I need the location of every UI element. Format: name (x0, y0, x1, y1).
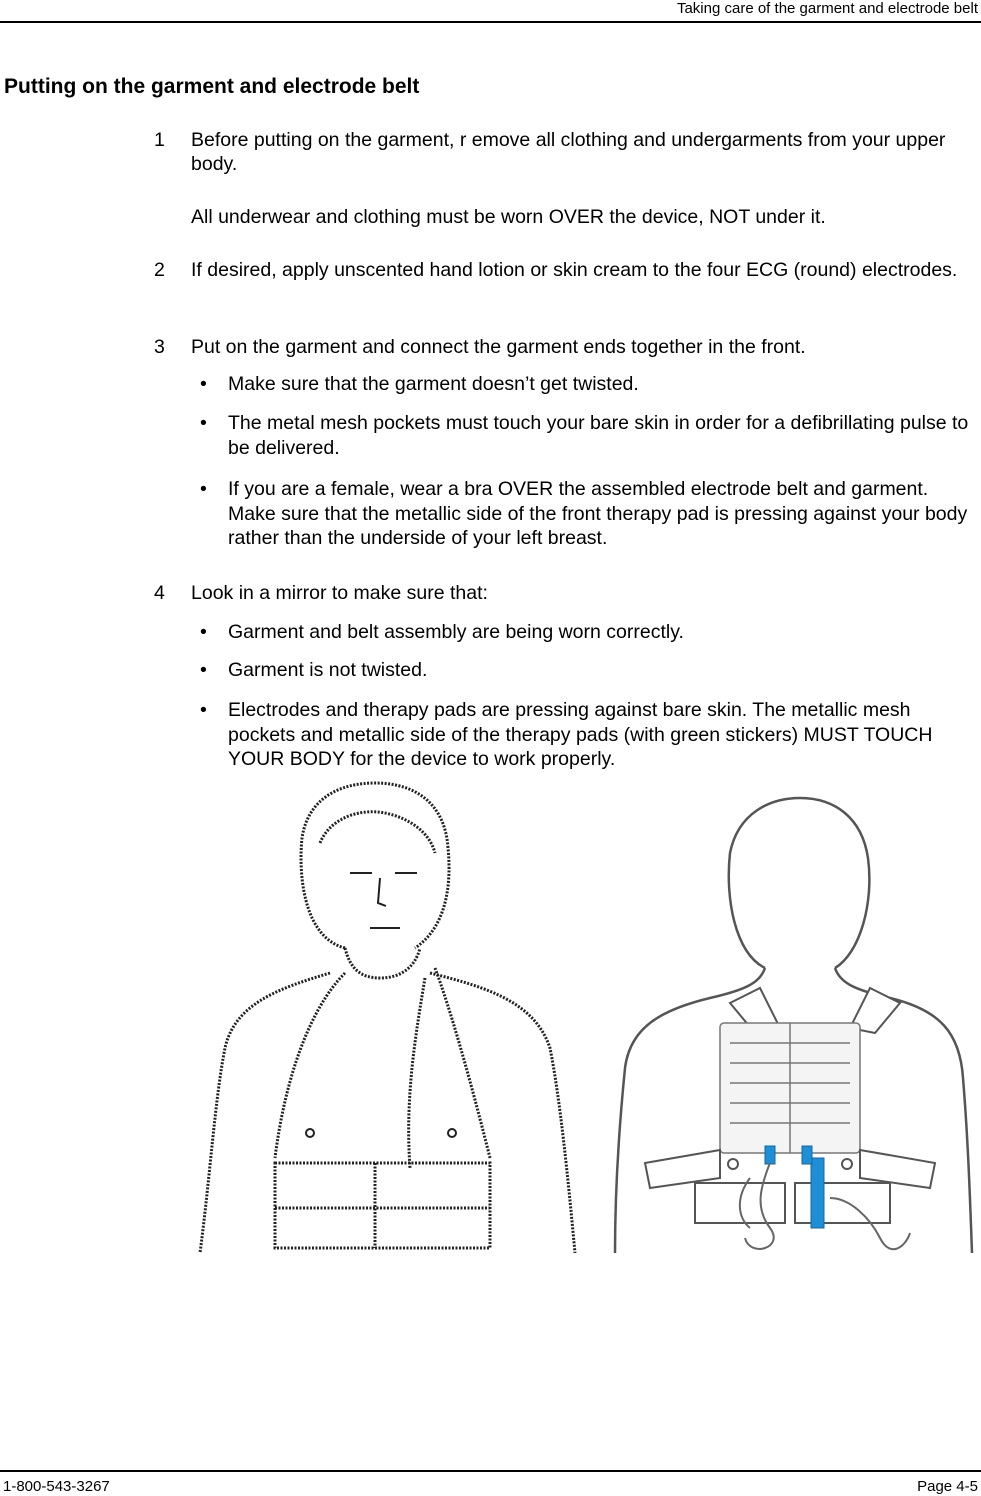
bullet-marker: • (200, 412, 207, 434)
bullet-marker: • (200, 478, 207, 500)
step-4-number: 4 (154, 582, 165, 604)
step-3-bullet-1: Make sure that the garment doesn’t get twisted. (228, 373, 639, 395)
step-3-bullet-3: If you are a female, wear a bra OVER the assembled electrode belt and garment. Make sure that the metallic side of the front therapy pad is pressing against your body rather than the underside of your left breast. (228, 478, 968, 549)
step-4-bullet-1: Garment and belt assembly are being worn correctly. (228, 621, 684, 643)
step-3-bullet-2: The metal mesh pockets must touch your bare skin in order for a defibrillating pulse to be delivered. (228, 412, 969, 459)
front-view-figure (200, 783, 575, 1253)
running-header: Taking care of the garment and electrode belt (676, 0, 978, 17)
back-view-belt (645, 1150, 935, 1223)
front-view-face (306, 873, 456, 1137)
footer-divider (0, 1470, 981, 1472)
bullet-marker: • (200, 621, 207, 643)
garment-figure-svg (190, 778, 975, 1278)
footer-page-number: Page 4-5 (917, 1478, 978, 1495)
step-1-text: Before putting on the garment, r emove all clothing and undergarments from your upper body. (191, 129, 946, 175)
step-2-number: 2 (154, 259, 165, 281)
step-1-note: All underwear and clothing must be worn OVER the device, NOT under it. (191, 206, 826, 228)
step-3-text: Put on the garment and connect the garment ends together in the front. (191, 336, 806, 358)
bullet-marker: • (200, 659, 207, 681)
footer-phone: 1-800-543-3267 (3, 1478, 110, 1495)
header-divider (0, 21, 981, 23)
step-4-bullet-2: Garment is not twisted. (228, 659, 428, 681)
step-4-bullet-3: Electrodes and therapy pads are pressing against bare skin. The metallic mesh pockets and metallic side of the therapy pads (with green stickers) MUST TOUCH YOUR BODY for the device to work properly. (228, 699, 933, 770)
bullet-marker: • (200, 699, 207, 721)
bullet-marker: • (200, 373, 207, 395)
therapy-pad-panel (720, 1023, 860, 1153)
step-3-number: 3 (154, 336, 165, 358)
step-2-text: If desired, apply unscented hand lotion or skin cream to the four ECG (round) electrodes. (191, 259, 958, 281)
garment-illustration (190, 778, 975, 1278)
step-4-text: Look in a mirror to make sure that: (191, 582, 488, 604)
section-title: Putting on the garment and electrode belt (4, 75, 420, 98)
step-1-number: 1 (154, 129, 165, 151)
